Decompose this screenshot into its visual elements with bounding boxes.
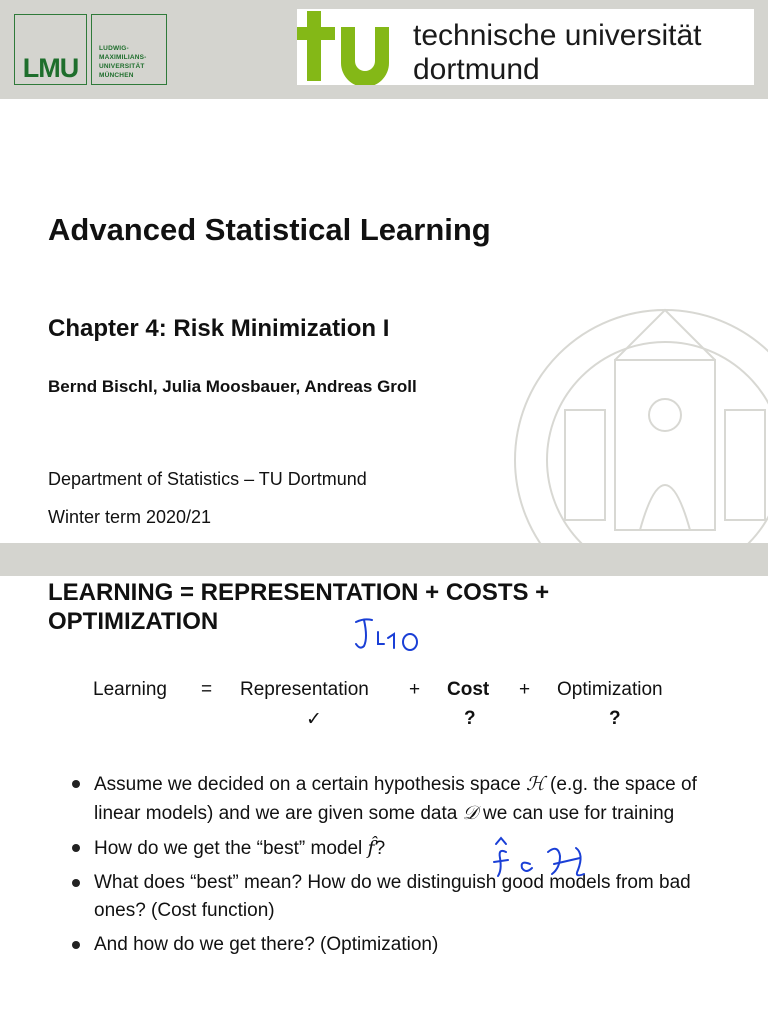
tu-dortmund-logo <box>297 9 754 85</box>
bullet-icon <box>72 844 80 852</box>
bullet-text: What does “best” mean? How do we distinguish good models from bad ones? (Cost function) <box>94 872 691 921</box>
lmu-logo <box>14 14 87 85</box>
eq-plus-1: + <box>409 679 421 700</box>
lmu-name-line: LUDWIG- <box>99 45 129 52</box>
tu-name-line2: dortmund <box>413 53 540 86</box>
model-symbol: f̂ <box>367 837 375 859</box>
list-item <box>72 869 732 925</box>
bullet-text: And how do we get there? (Optimization) <box>94 934 439 955</box>
bullet-list <box>72 770 732 965</box>
list-item <box>72 834 732 863</box>
heading-line-1: LEARNING = REPRESENTATION + COSTS + <box>48 579 550 606</box>
lmu-name-line: UNIVERSITÄT <box>99 63 145 70</box>
bullet-text: Assume we decided on a certain hypothesis space <box>94 774 526 795</box>
cost-status: ? <box>464 708 476 729</box>
handwritten-f-hat-icon <box>488 834 598 884</box>
eq-learning: Learning <box>93 679 167 700</box>
lmu-name-line: MÜNCHEN <box>99 72 134 79</box>
eq-representation: Representation <box>240 679 369 700</box>
university-seal-icon <box>505 300 768 543</box>
eq-cost: Cost <box>447 679 490 700</box>
optimization-status: ? <box>609 708 621 729</box>
bullet-icon <box>72 941 80 949</box>
bullet-icon <box>72 879 80 887</box>
slide-title: Advanced Statistical Learning <box>48 212 491 247</box>
header-band <box>0 0 768 99</box>
content-slide <box>0 576 768 1024</box>
eq-plus-2: + <box>519 679 531 700</box>
heading-line-2: OPTIMIZATION <box>48 608 219 635</box>
lmu-name-line: MAXIMILIANS- <box>99 54 147 61</box>
check-mark-icon: ✓ <box>306 708 322 730</box>
data-symbol: 𝒟 <box>462 802 478 824</box>
chapter-title: Chapter 4: Risk Minimization I <box>48 315 390 342</box>
tu-name-line1: technische universität <box>413 19 702 52</box>
bullet-text: ? <box>374 838 386 859</box>
bullet-text: (e.g. the space of linear models) and we are given some data <box>94 774 697 824</box>
eq-equals: = <box>201 679 213 700</box>
handwritten-annotation-icon <box>350 616 430 666</box>
hypothesis-space-symbol: ℋ <box>525 773 545 795</box>
bullet-icon <box>72 780 80 788</box>
bullet-text: we can use for training <box>477 803 675 824</box>
department: Department of Statistics – TU Dortmund <box>48 469 367 489</box>
eq-optimization: Optimization <box>557 679 663 700</box>
tu-logo-mark-icon <box>297 9 401 85</box>
term: Winter term 2020/21 <box>48 507 212 527</box>
authors: Bernd Bischl, Julia Moosbauer, Andreas Groll <box>48 377 417 396</box>
lmu-logo-text: LMU <box>22 53 79 83</box>
bullet-text: How do we get the “best” model <box>94 838 368 859</box>
lmu-name-block <box>91 14 167 85</box>
list-item <box>72 931 732 959</box>
slide-separator <box>0 543 768 576</box>
list-item <box>72 770 732 828</box>
